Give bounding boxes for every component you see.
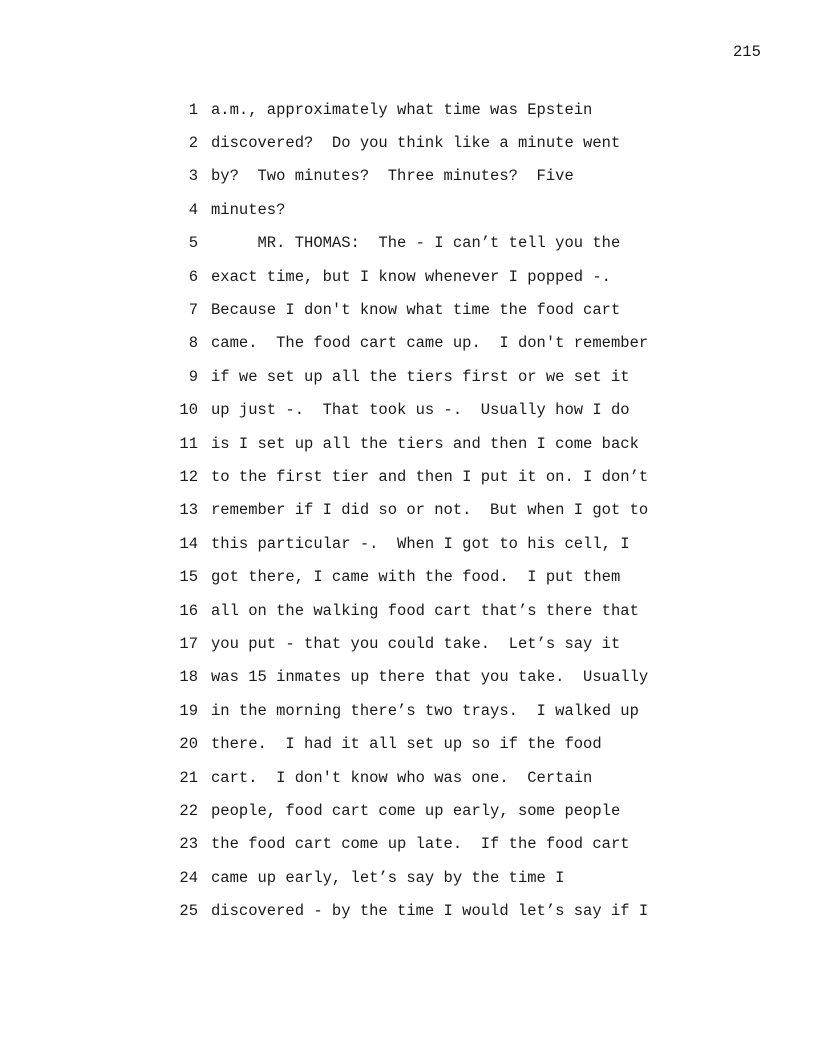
- transcript-line: [170, 394, 690, 427]
- line-text: exact time, but I know whenever I popped -.: [211, 267, 611, 286]
- line-text: got there, I came with the food. I put them: [211, 568, 621, 587]
- line-number: 8: [188, 334, 198, 353]
- line-text: remember if I did so or not. But when I got to: [211, 501, 649, 520]
- line-text: to the first tier and then I put it on. I don’t: [211, 467, 649, 486]
- transcript-line: [170, 527, 690, 560]
- transcript-line: [170, 594, 690, 627]
- transcript-line: [170, 193, 690, 226]
- line-number: 10: [179, 401, 198, 420]
- line-number: 23: [179, 835, 198, 854]
- line-number: 11: [179, 434, 198, 453]
- line-number: 14: [179, 534, 198, 553]
- transcript-line: [170, 627, 690, 660]
- line-text: MR. THOMAS: The - I can’t tell you the: [211, 234, 621, 253]
- transcript-line: [170, 260, 690, 293]
- transcript-line: [170, 460, 690, 493]
- line-number: 12: [179, 467, 198, 486]
- line-text: cart. I don't know who was one. Certain: [211, 768, 593, 787]
- line-number: 19: [179, 701, 198, 720]
- transcript-line: [170, 560, 690, 593]
- line-text: the food cart come up late. If the food cart: [211, 835, 630, 854]
- line-text: all on the walking food cart that’s there that: [211, 601, 639, 620]
- line-number: 9: [188, 367, 198, 386]
- line-number: 21: [179, 768, 198, 787]
- line-number: 4: [188, 200, 198, 219]
- line-text: if we set up all the tiers first or we set it: [211, 367, 630, 386]
- line-number: 3: [188, 167, 198, 186]
- transcript-line: [170, 93, 690, 126]
- transcript-line: [170, 661, 690, 694]
- line-number: 17: [179, 634, 198, 653]
- transcript-line: [170, 327, 690, 360]
- line-text: there. I had it all set up so if the food: [211, 735, 602, 754]
- transcript-line: [170, 360, 690, 393]
- line-text: people, food cart come up early, some people: [211, 801, 621, 820]
- line-text: a.m., approximately what time was Epstein: [211, 100, 593, 119]
- transcript-line: [170, 894, 690, 927]
- transcript-line: [170, 694, 690, 727]
- page-number: 215: [733, 43, 761, 61]
- transcript-line: [170, 761, 690, 794]
- line-number: 2: [188, 134, 198, 153]
- line-text: is I set up all the tiers and then I come back: [211, 434, 639, 453]
- line-text: was 15 inmates up there that you take. Usually: [211, 668, 649, 687]
- transcript-line: [170, 227, 690, 260]
- line-text: in the morning there’s two trays. I walked up: [211, 701, 639, 720]
- transcript-line: [170, 126, 690, 159]
- transcript-line: [170, 828, 690, 861]
- line-text: you put - that you could take. Let’s say it: [211, 634, 621, 653]
- transcript-line: [170, 293, 690, 326]
- transcript-line: [170, 727, 690, 760]
- line-number: 1: [188, 100, 198, 119]
- line-text: up just -. That took us -. Usually how I do: [211, 401, 630, 420]
- transcript-line: [170, 494, 690, 527]
- line-number: 5: [188, 234, 198, 253]
- line-text: discovered? Do you think like a minute went: [211, 134, 621, 153]
- transcript-line: [170, 427, 690, 460]
- transcript-body: [170, 93, 690, 928]
- line-number: 25: [179, 902, 198, 921]
- line-number: 13: [179, 501, 198, 520]
- transcript-line: [170, 861, 690, 894]
- line-number: 24: [179, 868, 198, 887]
- line-number: 18: [179, 668, 198, 687]
- line-text: minutes?: [211, 200, 286, 219]
- line-text: by? Two minutes? Three minutes? Five: [211, 167, 574, 186]
- transcript-line: [170, 160, 690, 193]
- line-number: 6: [188, 267, 198, 286]
- line-number: 20: [179, 735, 198, 754]
- line-number: 7: [188, 301, 198, 320]
- line-text: this particular -. When I got to his cell, I: [211, 534, 630, 553]
- transcript-line: [170, 794, 690, 827]
- line-text: Because I don't know what time the food cart: [211, 301, 621, 320]
- line-number: 15: [179, 568, 198, 587]
- line-number: 22: [179, 801, 198, 820]
- line-text: discovered - by the time I would let’s say if I: [211, 902, 649, 921]
- line-text: came up early, let’s say by the time I: [211, 868, 565, 887]
- line-number: 16: [179, 601, 198, 620]
- line-text: came. The food cart came up. I don't remember: [211, 334, 649, 353]
